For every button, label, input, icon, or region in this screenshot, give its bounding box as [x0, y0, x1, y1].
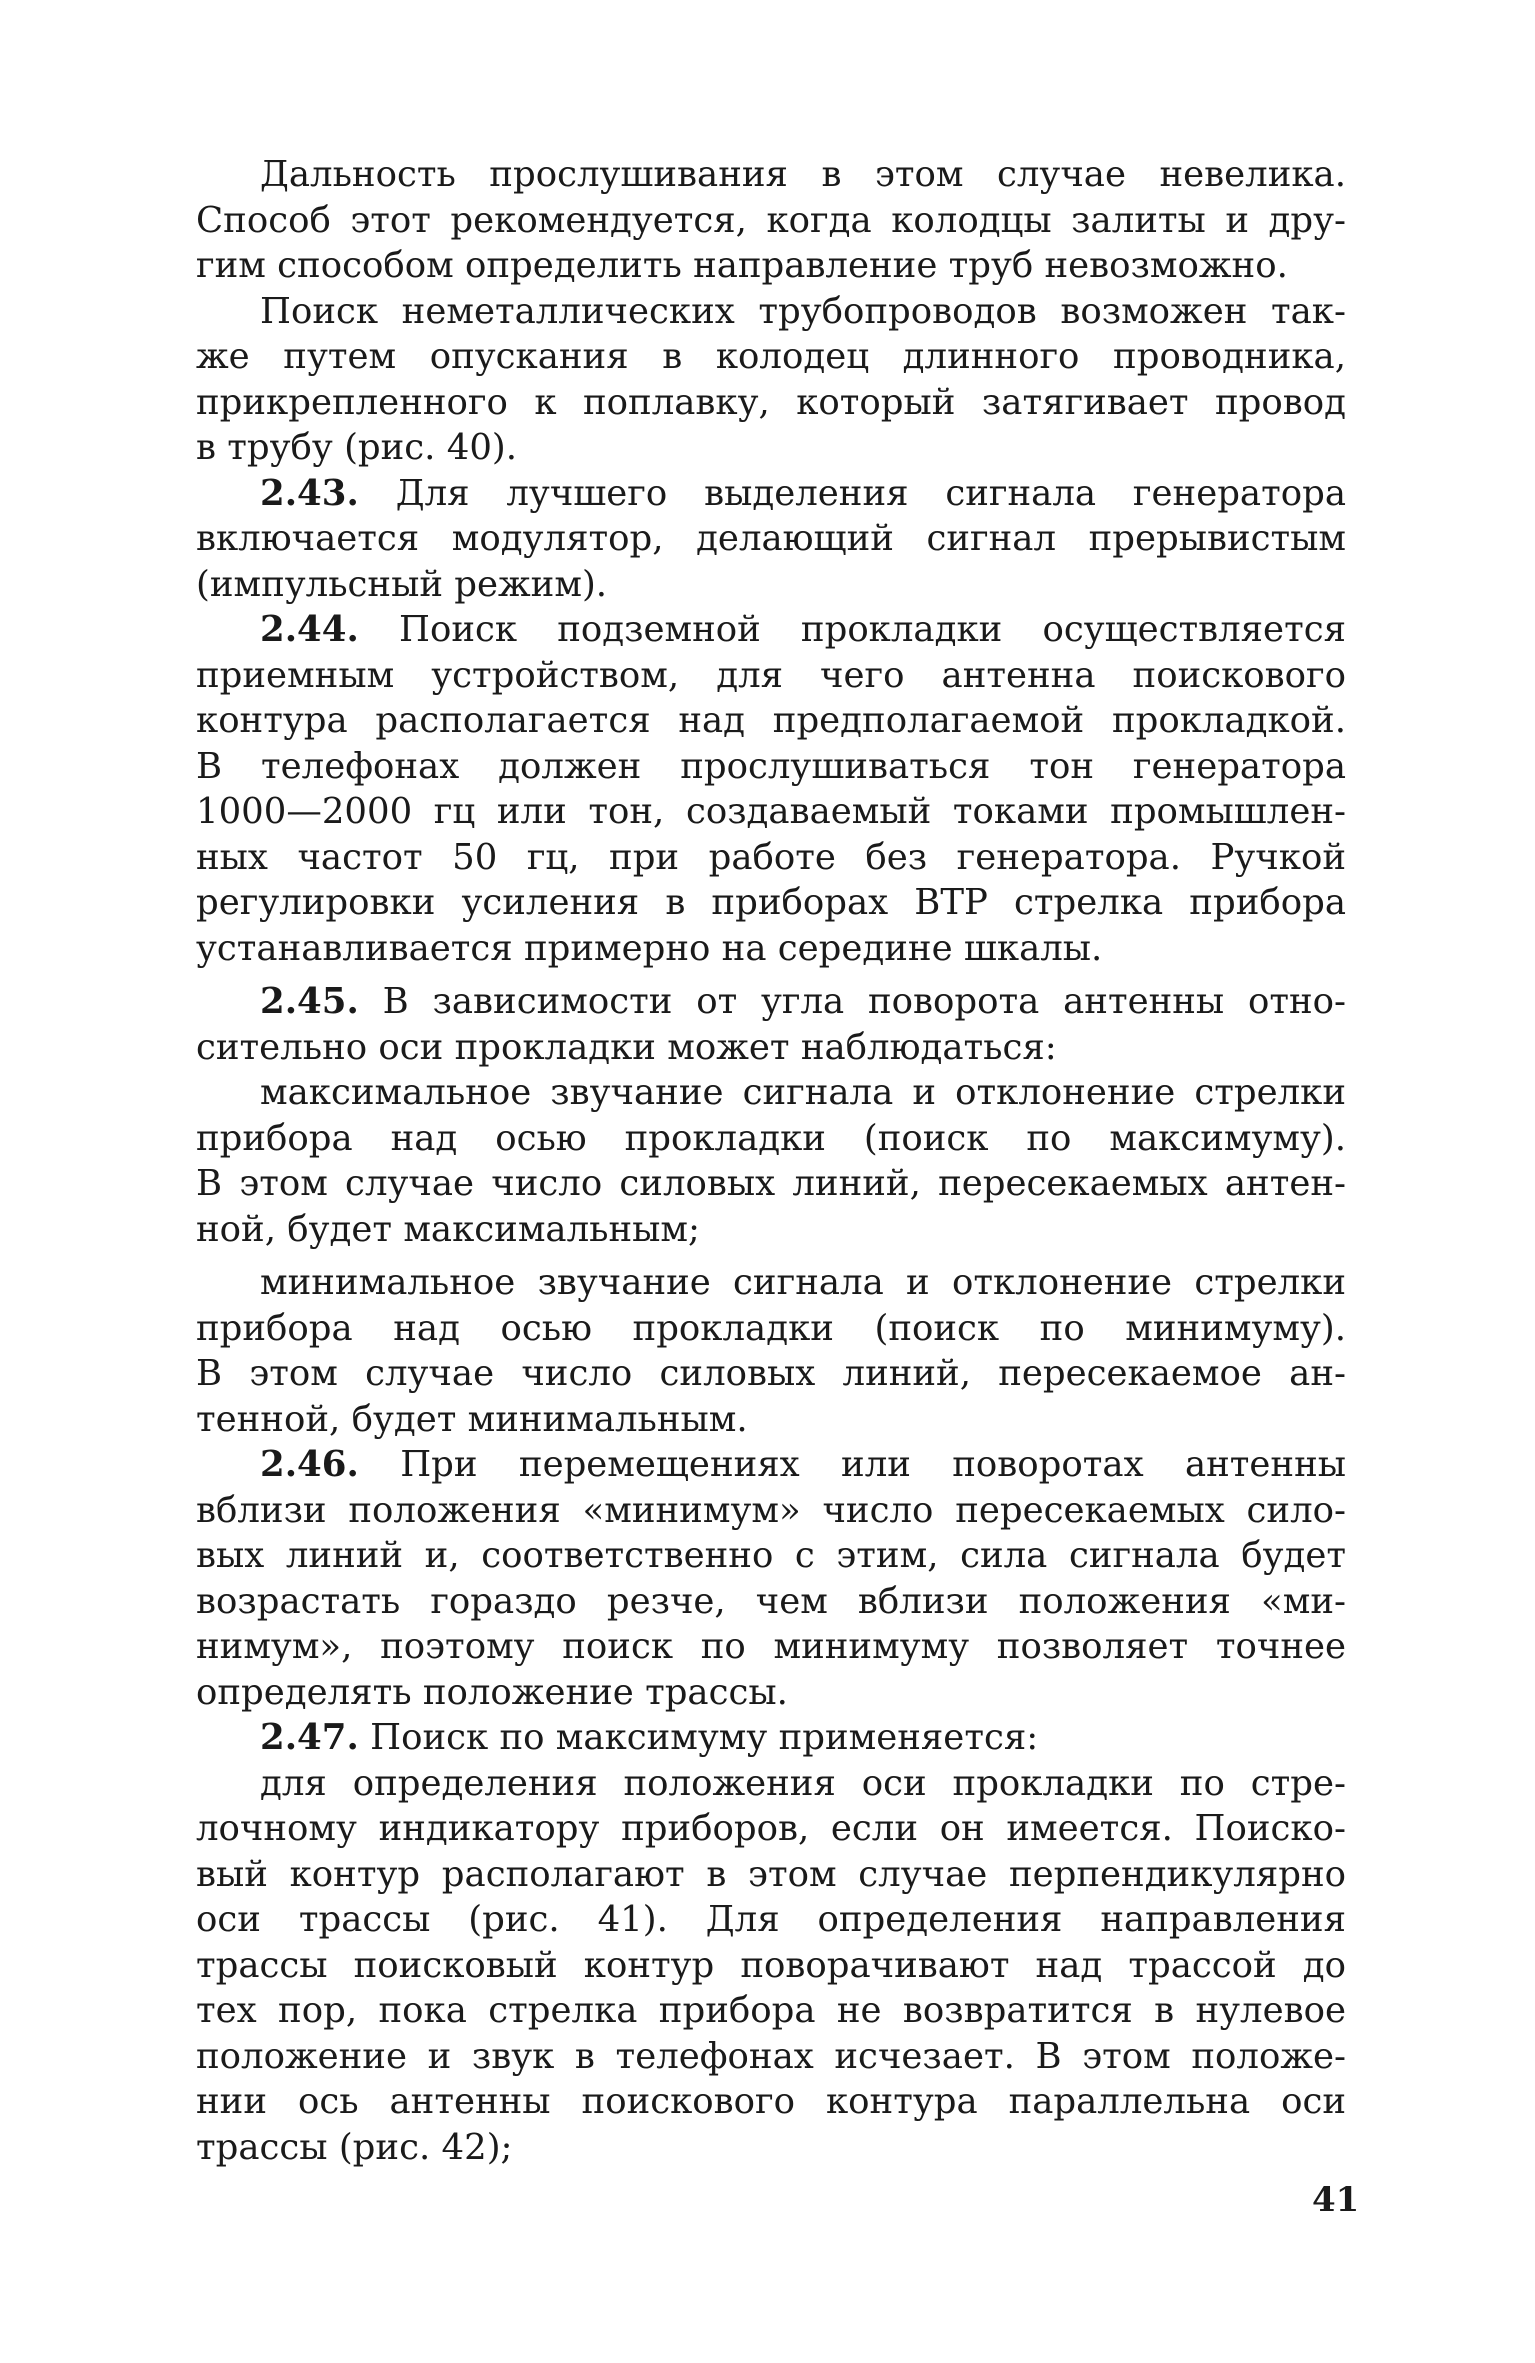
text-line: положение и звук в телефонах исчезает. В этом положе- — [196, 2035, 1346, 2077]
text-line: же путем опускания в колодец длинного проводника, — [196, 336, 1346, 377]
text-line: регулировки усиления в приборах ВТР стрелка прибора — [196, 882, 1346, 923]
text-line: В этом случае число силовых линий, пересекаемых антен- — [196, 1163, 1346, 1204]
paragraph-number: 2.44. — [260, 609, 359, 650]
text-line: сительно оси прокладки может наблюдаться: — [196, 1026, 1057, 1068]
text-line: прибора над осью прокладки (поиск по минимуму). — [196, 1307, 1346, 1349]
text-line: 1000—2000 гц или тон, создаваемый токами промышлен- — [196, 791, 1346, 832]
paragraph — [196, 152, 1346, 289]
text-line: ных частот 50 гц, при работе без генератора. Ручкой — [196, 836, 1346, 878]
text-line: максимальное звучание сигнала и отклонение стрелки — [260, 1072, 1346, 1113]
text-line: прибора над осью прокладки (поиск по максимуму). — [196, 1117, 1346, 1159]
paragraph-number: 2.43. — [260, 472, 359, 514]
text-line: тех пор, пока стрелка прибора не возвратится в нулевое — [196, 1990, 1346, 2031]
text-line: трассы поисковый контур поворачивают над трассой до — [196, 1944, 1346, 1986]
paragraph — [196, 1070, 1346, 1252]
page-number: 41 — [1312, 2180, 1360, 2220]
text-line: для определения положения оси прокладки по стре- — [260, 1762, 1346, 1804]
text-line: определять положение трассы. — [196, 1671, 788, 1713]
text-fragment: Поиск по максимуму применяется: — [370, 1717, 1039, 1758]
text-fragment: Поиск подземной прокладки осуществляется — [398, 609, 1346, 650]
paragraph — [196, 1761, 1346, 2171]
text-line: нимум», поэтому поиск по минимуму позволяет точнее — [196, 1626, 1346, 1667]
text-line: трассы (рис. 42); — [196, 2126, 513, 2168]
text-line — [196, 1442, 1346, 1488]
text-line: (импульсный режим). — [196, 563, 608, 605]
text-line: Поиск неметаллических трубопроводов возможен так- — [260, 290, 1346, 332]
text-line: приемным устройством, для чего антенна поискового — [196, 654, 1346, 696]
text-fragment: При перемещениях или поворотах антенны — [400, 1444, 1346, 1485]
text-line: минимальное звучание сигнала и отклонение стрелки — [260, 1262, 1346, 1303]
text-line: вых линий и, соответственно с этим, сила сигнала будет — [196, 1535, 1346, 1576]
text-line: в трубу (рис. 40). — [196, 427, 518, 468]
numbered-paragraph — [196, 607, 1346, 971]
text-line: нии ось антенны поискового контура параллельна оси — [196, 2081, 1346, 2122]
text-line: оси трассы (рис. 41). Для определения направления — [196, 1899, 1346, 1940]
paragraph — [196, 289, 1346, 471]
text-line: В этом случае число силовых линий, пересекаемое ан- — [196, 1353, 1346, 1394]
text-line: лочному индикатору приборов, если он имеется. Поиско- — [196, 1808, 1346, 1849]
text-line: Способ этот рекомендуется, когда колодцы залиты и дру- — [196, 199, 1346, 241]
numbered-paragraph — [196, 979, 1346, 1070]
numbered-paragraph — [196, 471, 1346, 608]
text-line: ной, будет максимальным; — [196, 1208, 700, 1250]
text-fragment: Для лучшего выделения сигнала генератора — [395, 472, 1346, 514]
text-line: Дальность прослушивания в этом случае невелика. — [260, 154, 1346, 195]
text-line: тенной, будет минимальным. — [196, 1398, 748, 1440]
text-line — [196, 607, 1346, 653]
paragraph-number: 2.47. — [260, 1717, 359, 1758]
text-line: вблизи положения «минимум» число пересекаемых сило- — [196, 1489, 1346, 1531]
body-text — [196, 152, 1346, 2170]
paragraph-number: 2.45. — [260, 981, 359, 1022]
text-line — [196, 471, 1346, 517]
paragraph — [196, 1260, 1346, 1442]
text-line: вый контур располагают в этом случае перпендикулярно — [196, 1853, 1346, 1895]
paragraph-number: 2.46. — [260, 1444, 359, 1485]
text-line: возрастать гораздо резче, чем вблизи положения «ми- — [196, 1580, 1346, 1622]
text-line: гим способом определить направление труб невозможно. — [196, 245, 1288, 286]
text-line: включается модулятор, делающий сигнал прерывистым — [196, 518, 1346, 559]
numbered-paragraph — [196, 1442, 1346, 1715]
numbered-paragraph — [196, 1715, 1346, 1761]
text-line — [196, 979, 1346, 1025]
text-line: прикрепленного к поплавку, который затягивает провод — [196, 381, 1346, 423]
text-fragment: В зависимости от угла поворота антенны отно- — [382, 981, 1347, 1022]
text-line: контура располагается над предполагаемой прокладкой. — [196, 700, 1346, 741]
text-line — [196, 1715, 1346, 1761]
text-line: устанавливается примерно на середине шкалы. — [196, 927, 1103, 969]
text-line: В телефонах должен прослушиваться тон генератора — [196, 745, 1346, 787]
